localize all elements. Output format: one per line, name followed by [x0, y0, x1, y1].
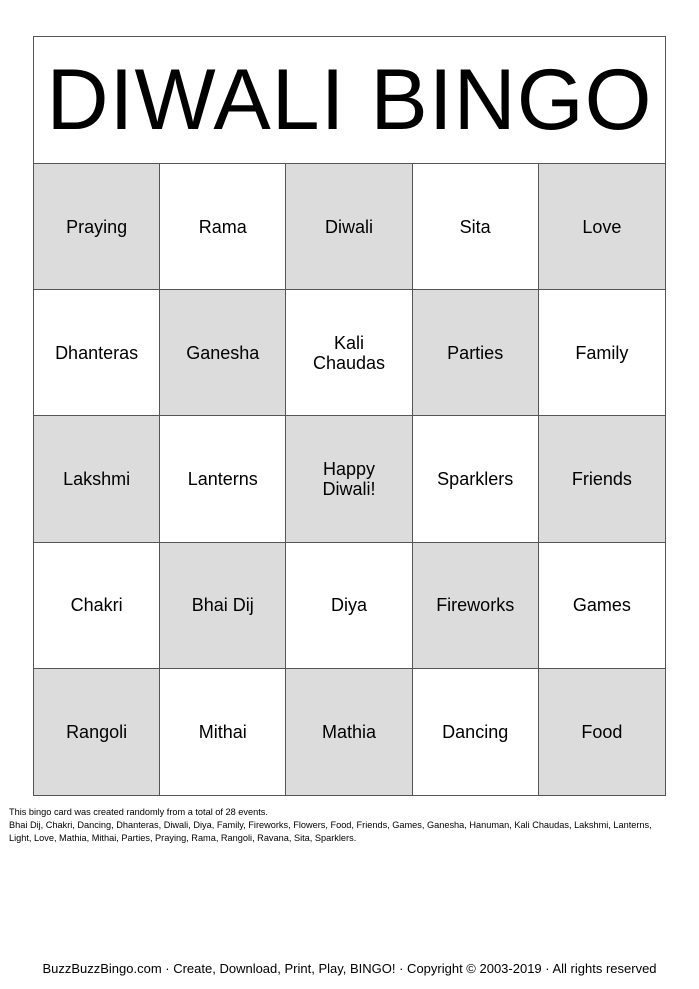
bingo-cell-line: Chaudas	[312, 352, 386, 373]
bingo-grid	[34, 164, 665, 795]
bingo-cell	[539, 290, 665, 416]
bingo-cell-text	[442, 722, 508, 742]
bingo-cell-line: Rama	[198, 216, 247, 237]
bingo-cell-line: Love	[582, 216, 622, 237]
bingo-cell	[413, 543, 539, 669]
footer-copyright: BuzzBuzzBingo.com · Create, Download, Print, Play, BINGO! · Copyright © 2003-2019 · All rights reserved	[42, 961, 657, 976]
bingo-cell-line: Friends	[571, 468, 632, 489]
bingo-cell-text	[322, 459, 375, 499]
bingo-cell-line: Fireworks	[436, 595, 515, 616]
bingo-cell-text	[55, 343, 138, 363]
card-notes	[9, 806, 693, 845]
bingo-cell	[34, 669, 160, 795]
bingo-cell-text	[199, 217, 247, 237]
bingo-cell	[160, 669, 286, 795]
bingo-cell-line: Sita	[459, 216, 491, 237]
bingo-cell-text	[192, 595, 254, 615]
bingo-cell-text	[322, 722, 376, 742]
bingo-cell-line: Parties	[447, 342, 504, 363]
bingo-cell-line: Chakri	[70, 595, 123, 616]
bingo-cell	[413, 164, 539, 290]
bingo-cell-line: Rangoli	[66, 721, 128, 742]
bingo-cell	[286, 669, 412, 795]
bingo-cell	[160, 164, 286, 290]
bingo-cell	[539, 164, 665, 290]
bingo-cell-line: Lakshmi	[63, 468, 131, 489]
bingo-cell-text	[188, 469, 258, 489]
bingo-cell-text	[582, 217, 621, 237]
bingo-cell-line: Praying	[66, 216, 128, 237]
bingo-cell-line: Bhai Dij	[191, 595, 254, 616]
bingo-cell	[539, 416, 665, 542]
bingo-cell-line: Diwali!	[322, 478, 376, 499]
bingo-cell-text	[313, 333, 385, 373]
bingo-cell	[286, 416, 412, 542]
bingo-cell-line: Happy	[322, 458, 375, 479]
bingo-cell	[160, 416, 286, 542]
bingo-cell	[413, 416, 539, 542]
bingo-cell-line: Diwali	[324, 216, 373, 237]
bingo-cell-text	[437, 469, 513, 489]
bingo-cell-text	[460, 217, 491, 237]
bingo-cell-text	[66, 722, 127, 742]
bingo-cell-line: Dancing	[442, 721, 509, 742]
bingo-cell-text	[63, 469, 130, 489]
bingo-cell-line: Mithai	[198, 721, 247, 742]
bingo-cell	[160, 543, 286, 669]
notes-event-list: Bhai Dij, Chakri, Dancing, Dhanteras, Diwali, Diya, Family, Fireworks, Flowers, Food, Friends, Games, Ganesha, Hanuman, Kali Chaudas, Lakshmi, Lanterns,	[9, 820, 652, 830]
bingo-cell-text	[436, 595, 514, 615]
bingo-cell-line: Family	[575, 342, 629, 363]
bingo-cell-line: Games	[572, 595, 631, 616]
bingo-cell	[286, 543, 412, 669]
bingo-cell-line: Mathia	[321, 721, 376, 742]
bingo-card	[33, 36, 666, 796]
bingo-cell	[539, 669, 665, 795]
bingo-cell	[413, 669, 539, 795]
bingo-cell-text	[575, 343, 628, 363]
bingo-cell	[34, 290, 160, 416]
bingo-cell-line: Diya	[330, 595, 367, 616]
bingo-cell-line: Dhanteras	[55, 342, 139, 363]
bingo-cell-text	[572, 469, 632, 489]
bingo-cell-line: Food	[581, 721, 623, 742]
notes-summary: This bingo card was created randomly from a total of 28 events.	[9, 807, 268, 817]
bingo-cell	[539, 543, 665, 669]
bingo-cell	[34, 164, 160, 290]
bingo-cell	[413, 290, 539, 416]
bingo-cell	[286, 164, 412, 290]
bingo-cell-text	[186, 343, 259, 363]
bingo-cell-line: Lanterns	[187, 468, 258, 489]
bingo-cell-text	[573, 595, 631, 615]
bingo-cell-line: Sparklers	[437, 468, 514, 489]
bingo-cell-text	[199, 722, 247, 742]
bingo-cell	[286, 290, 412, 416]
bingo-cell-text	[66, 217, 127, 237]
bingo-cell	[34, 543, 160, 669]
bingo-cell-text	[581, 722, 622, 742]
bingo-cell-line: Kali	[333, 332, 364, 353]
notes-event-list-cont: Light, Love, Mathia, Mithai, Parties, Praying, Rama, Rangoli, Ravana, Sita, Sparklers.	[9, 833, 357, 843]
title-row	[34, 37, 665, 164]
bingo-cell-line: Ganesha	[186, 342, 260, 363]
card-title: DIWALI BINGO	[46, 52, 653, 148]
bingo-cell-text	[447, 343, 503, 363]
bingo-cell-text	[71, 595, 123, 615]
bingo-cell-text	[331, 595, 367, 615]
bingo-cell	[34, 416, 160, 542]
bingo-cell-text	[325, 217, 373, 237]
bingo-cell	[160, 290, 286, 416]
